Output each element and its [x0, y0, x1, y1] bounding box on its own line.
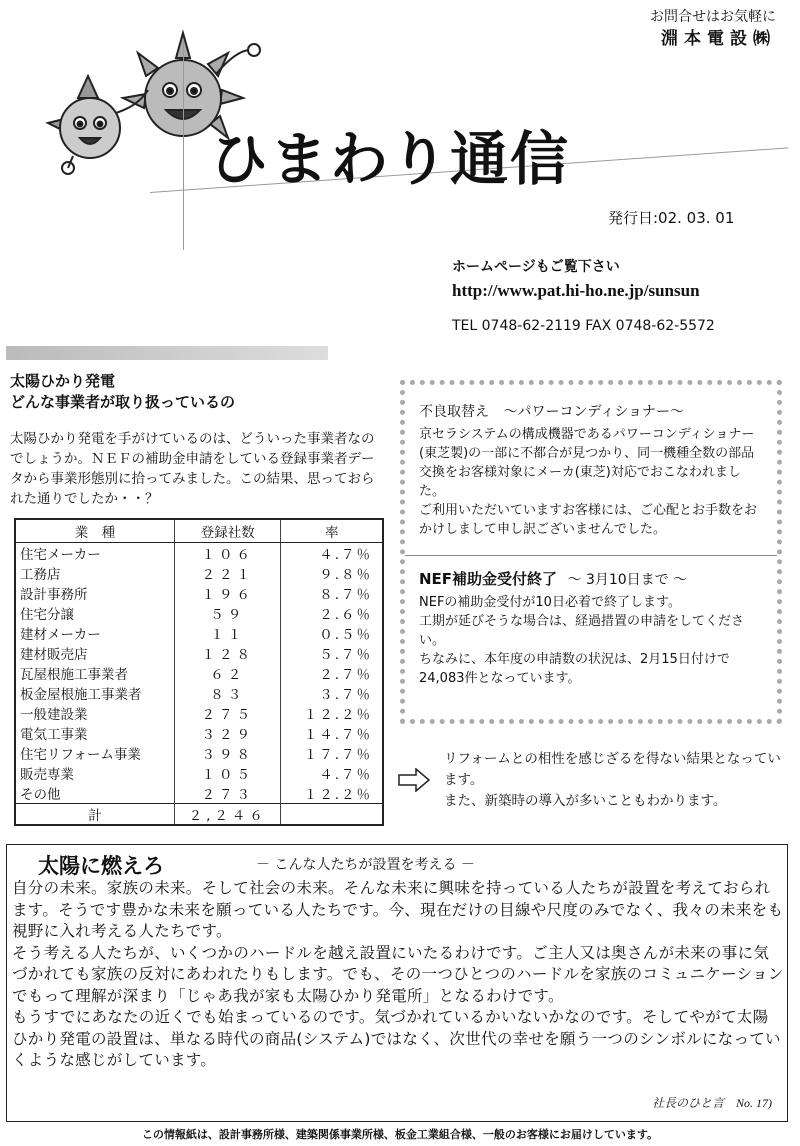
table-row — [15, 563, 383, 583]
table-cell-count: ２７５ — [175, 703, 281, 723]
table-cell-rate: ０.５％ — [319, 627, 372, 643]
column-subtitle: － こんな人たちが設置を考える － — [256, 857, 475, 873]
table-cell-rate: ９.８％ — [319, 567, 372, 583]
notice-subtitle-2: ～ 3月10日まで ～ — [567, 572, 688, 588]
homepage-label: ホームページもご覧下さい — [452, 259, 620, 275]
table-cell-count: ６２ — [175, 663, 281, 683]
notice-body-2: NEFの補助金受付が10日必着で終了します。 — [419, 595, 681, 610]
business-type-table — [14, 518, 384, 826]
table-cell-count: １０５ — [175, 763, 281, 783]
notice-body-1b: ご利用いただいていますお客様には、ご心配とお手数をおかけしまして申し訳ございませんでした。 — [419, 503, 758, 537]
table-cell-type: 板金屋根施工事業者 — [20, 687, 142, 703]
table-cell-rate: １２.２％ — [303, 787, 372, 803]
table-cell-type: 住宅分譲 — [20, 607, 74, 623]
table-cell-rate: ４.７％ — [319, 547, 372, 563]
table-cell-count: １２８ — [175, 643, 281, 663]
table-row — [15, 543, 383, 564]
right-arrow-icon — [398, 768, 430, 792]
column-paragraph-3: もうすでにあなたの近くでも始まっているのです。気づかれているかいないかなのです。そしてやがて太陽ひかり発電の設置は、単なる時代の商品(システム)ではなく、次世代の幸せを願う一つのシンボルになっていくような感じがしています。 — [12, 1008, 781, 1069]
table-header: 業 種 — [15, 519, 175, 543]
company-name: 淵本電設㈱ — [661, 29, 776, 49]
notice-title-2 — [419, 568, 763, 589]
table-cell-count: ３２９ — [175, 723, 281, 743]
notice-body-2c: ちなみに、本年度の申請数の状況は、2月15日付けで24,083件となっています。 — [419, 652, 730, 686]
table-cell-type: その他 — [20, 787, 61, 803]
table-cell-count: ８３ — [175, 683, 281, 703]
column-paragraph-1: 自分の未来。家族の未来。そして社会の未来。そんな未来に興味を持っている人たちが設置を考えておられます。そうです豊かな未来を願っている人たちです。今、現在だけの目線や尺度のみでなく、我々の未来をも視野に入れ考える人たちです。 — [12, 879, 784, 940]
table-cell-count: １９６ — [175, 583, 281, 603]
table-row — [15, 804, 383, 826]
notice-box — [400, 380, 782, 724]
result-note — [444, 749, 784, 812]
newsletter-title: ひまわり通信 — [210, 125, 571, 193]
table-cell-rate: ２.７％ — [319, 667, 372, 683]
notice-title-2-text: NEF補助金受付終了 — [419, 570, 558, 588]
table-cell-type: 計 — [88, 808, 102, 824]
table-cell-type: 住宅メーカー — [20, 547, 101, 563]
table-cell-type: 建材メーカー — [20, 627, 101, 643]
table-cell-type: 瓦屋根施工事業者 — [20, 667, 128, 683]
table-cell-count: １０６ — [175, 543, 281, 564]
homepage-url[interactable]: http://www.pat.hi-ho.ne.jp/sunsun — [452, 281, 700, 300]
notice-subtitle-1: ～パワーコンディショナー～ — [503, 404, 685, 420]
table-row — [15, 703, 383, 723]
notice-title-1 — [419, 401, 763, 421]
table-cell-type: 設計事務所 — [20, 587, 88, 603]
contact-block — [650, 6, 776, 50]
table-row — [15, 683, 383, 703]
table-cell-type: 工務店 — [20, 567, 61, 583]
notice-divider — [405, 555, 777, 556]
table-row — [15, 663, 383, 683]
table-row — [15, 723, 383, 743]
issue-date: 発行日:02. 03. 01 — [608, 209, 735, 227]
table-header: 率 — [281, 519, 383, 543]
footer-note: この情報紙は、設計事務所様、建築関係事業所様、板金工業組合様、一般のお客様にお届けしています。 — [141, 1128, 659, 1141]
table-cell-rate: ３.７％ — [319, 687, 372, 703]
table-cell-count: ２２１ — [175, 563, 281, 583]
table-cell-count: ３９８ — [175, 743, 281, 763]
sun-mascot-small — [48, 76, 148, 174]
table-row — [15, 783, 383, 804]
title-rule-vertical — [183, 40, 184, 250]
table-cell-type: 建材販売店 — [20, 647, 88, 663]
table-header-row — [15, 519, 383, 543]
table-cell-type: 電気工事業 — [20, 727, 88, 743]
table-cell-type: 販売専業 — [20, 767, 74, 783]
section1-heading-line1: 太陽ひかり発電 — [10, 372, 116, 390]
table-cell-rate: １７.７％ — [303, 747, 372, 763]
result-note-line2: また、新築時の導入が多いこともわかります。 — [444, 793, 727, 809]
table-cell-rate: ４.７％ — [319, 767, 372, 783]
table-row — [15, 763, 383, 783]
section1-heading-line2: どんな事業者が取り扱っているの — [10, 393, 236, 411]
table-cell-count: ５９ — [175, 603, 281, 623]
notice-title-1-text: 不良取替え — [419, 404, 489, 420]
column-text — [12, 878, 784, 1072]
table-cell-rate: ８.７％ — [319, 587, 372, 603]
column-signature: 社長のひと言 No. 17) — [651, 1096, 772, 1110]
notice-body-1: 京セラシステムの構成機器であるパワーコンディショナー(東芝製)の一部に不都合が見つかり、同一機種全数の部品交換をお客様対象にメーカ(東芝)対応でおこなわれました。 — [419, 427, 755, 499]
table-row — [15, 623, 383, 643]
notice-body-2b: 工期が延びそうな場合は、経過措置の申請をしてください。 — [419, 614, 745, 648]
table-row — [15, 603, 383, 623]
contact-line: お問合せはお気軽に — [650, 9, 776, 25]
tel-fax: TEL 0748-62-2119 FAX 0748-62-5572 — [452, 318, 715, 334]
table-cell-rate — [281, 804, 383, 826]
section-divider-bar — [6, 346, 328, 360]
table-row — [15, 583, 383, 603]
result-note-line1: リフォームとの相性を感じざるを得ない結果となっています。 — [444, 751, 781, 788]
table-cell-count: １１ — [175, 623, 281, 643]
table-row — [15, 743, 383, 763]
table-cell-type: 住宅リフォーム事業 — [20, 747, 141, 763]
table-cell-count: ２７３ — [175, 783, 281, 804]
table-cell-count: ２,２４６ — [175, 804, 281, 826]
table-cell-type: 一般建設業 — [20, 707, 88, 723]
column-paragraph-2: そう考える人たちが、いくつかのハードルを越え設置にいたるわけです。ご主人又は奥さんが未来の事に気づかれても家族の反対にあわれたりもします。でも、その一つひとつのハードルを家族のコミュニケーションでもって理解が深まり「じゃあ我が家も太陽ひかり発電所」となるわけです。 — [12, 943, 784, 1005]
table-cell-rate: １４.７％ — [303, 727, 372, 743]
table-row — [15, 643, 383, 663]
column-title: 太陽に燃えろ — [38, 854, 164, 878]
table-cell-rate: ５.７％ — [319, 647, 372, 663]
section1-heading — [10, 371, 235, 413]
table-cell-rate: ２.６％ — [319, 607, 372, 623]
table-cell-rate: １２.２％ — [303, 707, 372, 723]
table-header: 登録社数 — [175, 519, 281, 543]
section1-paragraph: 太陽ひかり発電を手がけているのは、どういった事業者なのでしょうか。ＮＥＦの補助金申請をしている登録事業者データから事業形態別に拾ってみました。この結果、思っておられた通りでしたか・・？ — [10, 431, 375, 507]
